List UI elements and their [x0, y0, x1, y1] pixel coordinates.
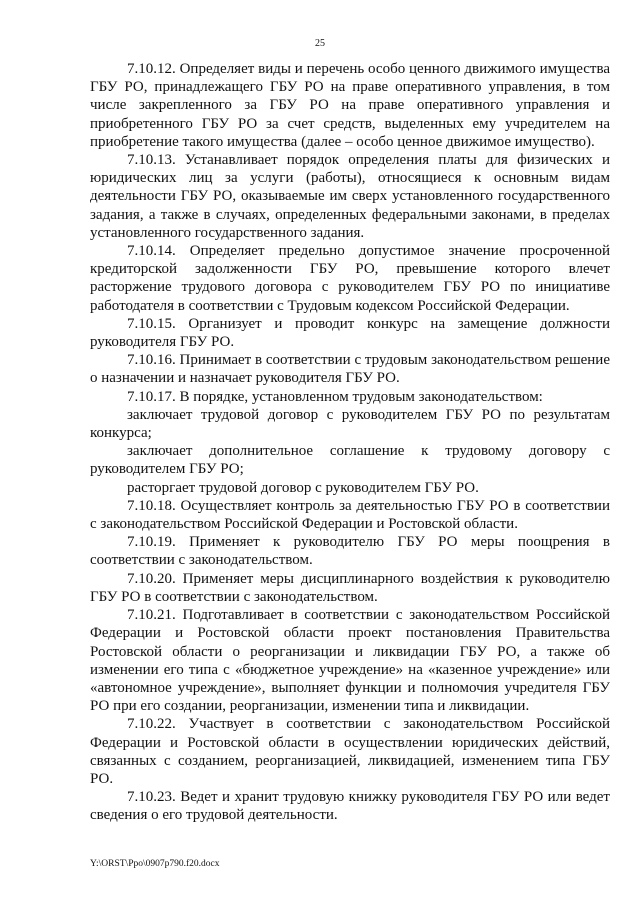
- paragraph-7-10-15: 7.10.15. Организует и проводит конкурс на замещение должности руководителя ГБУ РО.: [90, 315, 610, 351]
- paragraph-7-10-20: 7.10.20. Применяет меры дисциплинарного воздействия к руководителю ГБУ РО в соответствии с законодательством.: [90, 570, 610, 605]
- paragraph-7-10-23: 7.10.23. Ведет и хранит трудовую книжку руководителя ГБУ РО или ведет сведения о его трудовой деятельности.: [90, 789, 610, 824]
- paragraph-7-10-22: 7.10.22. Участвует в соответствии с законодательством Российской Федерации и Ростовской области в осуществлении юридических действий, связанных с созданием, реорганизацией, ликвидацией, изменением типа ГБУ РО.: [90, 716, 610, 787]
- list-item-additional-agreement: заключает дополнительное соглашение к трудовому договору с руководителем ГБУ РО;: [90, 443, 610, 478]
- document-body: [90, 60, 610, 825]
- paragraph-7-10-13: 7.10.13. Устанавливает порядок определения платы для физических и юридических лиц за услуги (работы), относящиеся к основным видам деятельности ГБУ РО, оказываемые им сверх установленного государственного задания, а также в случаях, определенных федеральными законами, в пределах установленного государственного задания.: [90, 152, 610, 241]
- paragraph-7-10-21: 7.10.21. Подготавливает в соответствии с законодательством Российской Федерации и Ростовской области проект постановления Правительства Ростовской области о реорганизации и ликвидации ГБУ РО, а также об изменении его типа с «бюджетное учреждение» на «казенное учреждение» или «автономное учреждение», выполняет функции и полномочия учредителя ГБУ РО при его создании, реорганизации, изменении типа и ликвидации.: [90, 607, 610, 715]
- list-item-employment-contract: заключает трудовой договор с руководителем ГБУ РО по результатам конкурса;: [90, 406, 610, 442]
- paragraph-7-10-19: 7.10.19. Применяет к руководителю ГБУ РО меры поощрения в соответствии с законодательством.: [90, 534, 610, 569]
- footer-file-path: Y:\ORST\Ppo\0907p790.f20.docx: [90, 859, 220, 869]
- paragraph-7-10-18: 7.10.18. Осуществляет контроль за деятельностью ГБУ РО в соответствии с законодательством Российской Федерации и Ростовской области.: [90, 497, 610, 533]
- page-number: 25: [315, 38, 325, 49]
- paragraph-7-10-17: 7.10.17. В порядке, установленном трудовым законодательством:: [127, 388, 543, 405]
- paragraph-7-10-16: 7.10.16. Принимает в соответствии с трудовым законодательством решение о назначении и назначает руководителя ГБУ РО.: [90, 352, 610, 387]
- paragraph-7-10-14: 7.10.14. Определяет предельно допустимое значение просроченной кредиторской задолженности ГБУ РО, превышение которого влечет расторжение трудового договора с руководителем ГБУ РО по инициативе работодателя в соответствии с Трудовым кодексом Российской Федерации.: [90, 243, 610, 314]
- paragraph-7-10-12: 7.10.12. Определяет виды и перечень особо ценного движимого имущества ГБУ РО, принадлежащего ГБУ РО на праве оперативного управления, в том числе закрепленного за ГБУ РО на праве оперативного управления и приобретенного ГБУ РО за счет средств, выделенных ему учредителем на приобретение такого имущества (далее – особо ценное движимое имущество).: [90, 61, 610, 150]
- list-item-terminate-contract: расторгает трудовой договор с руководителем ГБУ РО.: [127, 479, 479, 496]
